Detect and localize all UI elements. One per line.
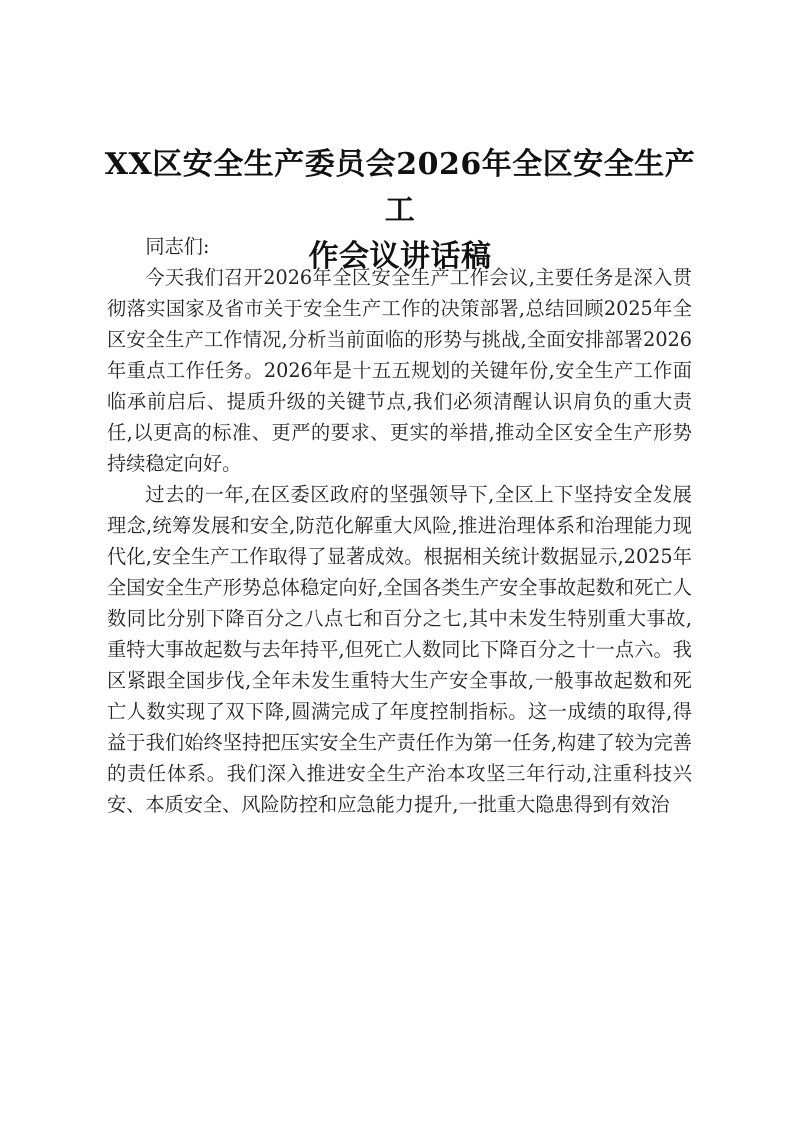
- title-line-2: 作会议讲话稿: [308, 239, 492, 274]
- title-line-1: XX区安全生产委员会2026年全区安全生产工: [104, 147, 696, 228]
- salutation: 同志们:: [145, 235, 210, 258]
- paragraph-review: 过去的一年,在区委区政府的坚强领导下,全区上下坚持安全发展理念,统筹发展和安全,防范化解重大风险,推进治理体系和治理能力现代化,安全生产工作取得了显著成效。根据相关统计数据显示,2025年全国安全生产形势总体稳定向好,全国各类生产安全事故起数和死亡人数同比分别下降百分之八点七和百分之七,其中未发生特别重大事故,重特大事故起数与去年持平,但死亡人数同比下降百分之十一点六。我区紧跟全国步伐,全年未发生重特大生产安全事故,一般事故起数和死亡人数实现了双下降,圆满完成了年度控制指标。这一成绩的取得,得益于我们始终坚持把压实安全生产责任作为第一任务,构建了较为完善的责任体系。我们深入推进安全生产治本攻坚三年行动,注重科技兴安、本质安全、风险防控和应急能力提升,一批重大隐患得到有效治: [107, 483, 692, 816]
- paragraph-opening: 今天我们召开2026年全区安全生产工作会议,主要任务是深入贯彻落实国家及省市关于安全生产工作的决策部署,总结回顾2025年全区安全生产工作情况,分析当前面临的形势与挑战,全面安排部署2026年重点工作任务。2026年是十五五规划的关键年份,安全生产工作面临承前启后、提质升级的关键节点,我们必须清醒认识肩负的重大责任,以更高的标准、更严的要求、更实的举措,推动全区安全生产形势持续稳定向好。: [107, 266, 692, 475]
- document-body: [107, 231, 692, 820]
